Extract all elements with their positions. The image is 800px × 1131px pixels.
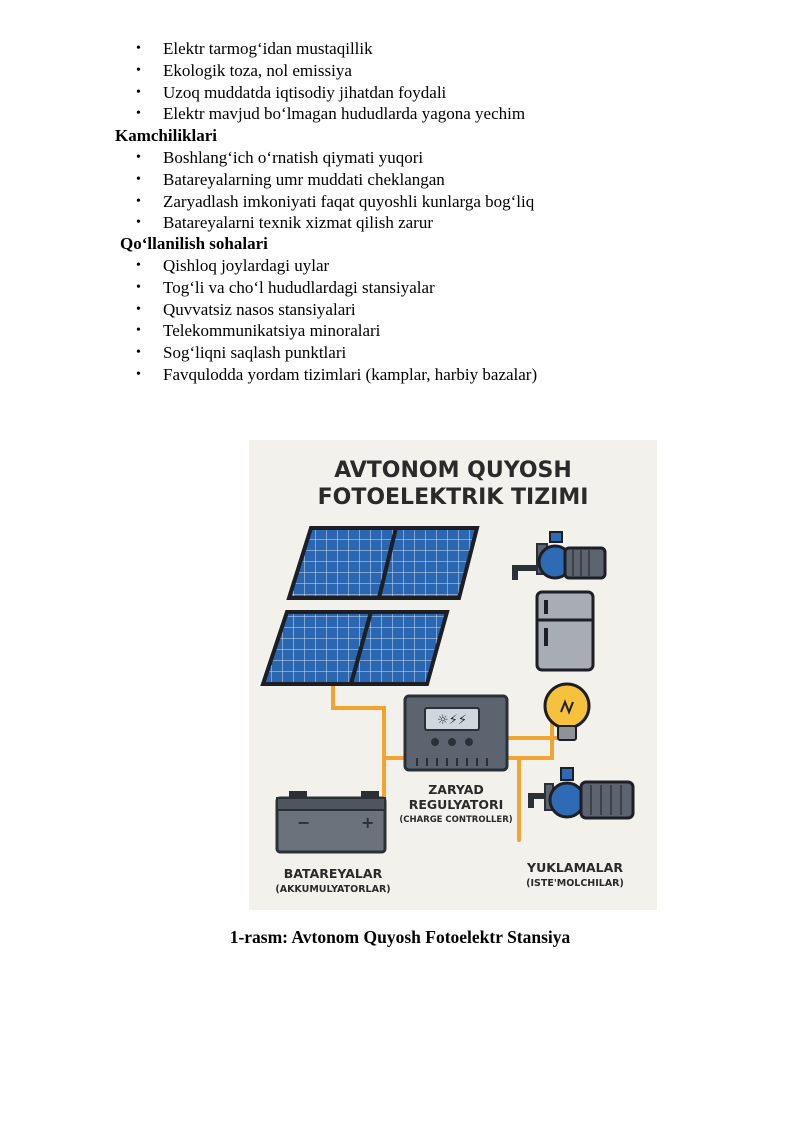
list-item: • Ekologik toza, nol emissiya	[134, 60, 525, 82]
controller-label-sub: (CHARGE CONTROLLER)	[399, 815, 513, 825]
list-item: • Elektr mavjud bo‘lmagan hududlarda yagona yechim	[134, 103, 525, 125]
list-item: • Batareyalarning umr muddati cheklangan	[134, 169, 534, 191]
svg-text:☼⚡⚡: ☼⚡⚡	[437, 713, 467, 728]
controller-label-line2: REGULYATORI	[408, 797, 504, 812]
solar-system-diagram	[249, 440, 657, 910]
loads-label-sub: (ISTE'MOLCHILAR)	[526, 878, 624, 889]
list-item: • Tog‘li va cho‘l hududlardagi stansiyalar	[134, 277, 537, 299]
list-item: • Quvvatsiz nasos stansiyalari	[134, 299, 537, 321]
battery-label-sub: (AKKUMULYATORLAR)	[275, 884, 391, 895]
list-item: • Zaryadlash imkoniyati faqat quyoshli kunlarga bog‘liq	[134, 191, 534, 213]
list-item: • Sog‘liqni saqlash punktlari	[134, 342, 537, 364]
figure-caption: 1-rasm: Avtonom Quyosh Fotoelektr Stansiya	[229, 927, 571, 947]
battery-minus-sign: −	[297, 813, 311, 832]
refrigerator-icon	[537, 592, 593, 670]
loads-label: YUKLAMALAR	[527, 860, 623, 875]
advantages-list	[134, 38, 525, 125]
list-item: • Favqulodda yordam tizimlari (kamplar, harbiy bazalar)	[134, 364, 537, 386]
list-item: • Elektr tarmog‘idan mustaqillik	[134, 38, 525, 60]
applications-list	[134, 255, 537, 386]
battery-plus-sign: +	[361, 813, 375, 832]
list-item: • Telekommunikatsiya minoralari	[134, 320, 537, 342]
disadvantages-list	[134, 147, 534, 234]
list-item: • Batareyalarni texnik xizmat qilish zarur	[134, 212, 534, 234]
list-item: • Boshlang‘ich o‘rnatish qiymati yuqori	[134, 147, 534, 169]
list-item: • Qishloq joylardagi uylar	[134, 255, 537, 277]
figure-title-line1: AVTONOM QUYOSH	[334, 458, 572, 483]
figure-title-line2: FOTOELEKTRIK TIZIMI	[317, 485, 589, 510]
controller-label-line1: ZARYAD	[428, 782, 484, 797]
battery-label: BATAREYALAR	[283, 866, 383, 881]
battery-icon	[277, 791, 385, 852]
applications-heading: Qo‘llanilish sohalari	[120, 234, 268, 253]
charge-controller-icon	[405, 696, 507, 770]
list-item: • Uzoq muddatda iqtisodiy jihatdan foydali	[134, 82, 525, 104]
disadvantages-heading: Kamchiliklari	[115, 126, 217, 145]
